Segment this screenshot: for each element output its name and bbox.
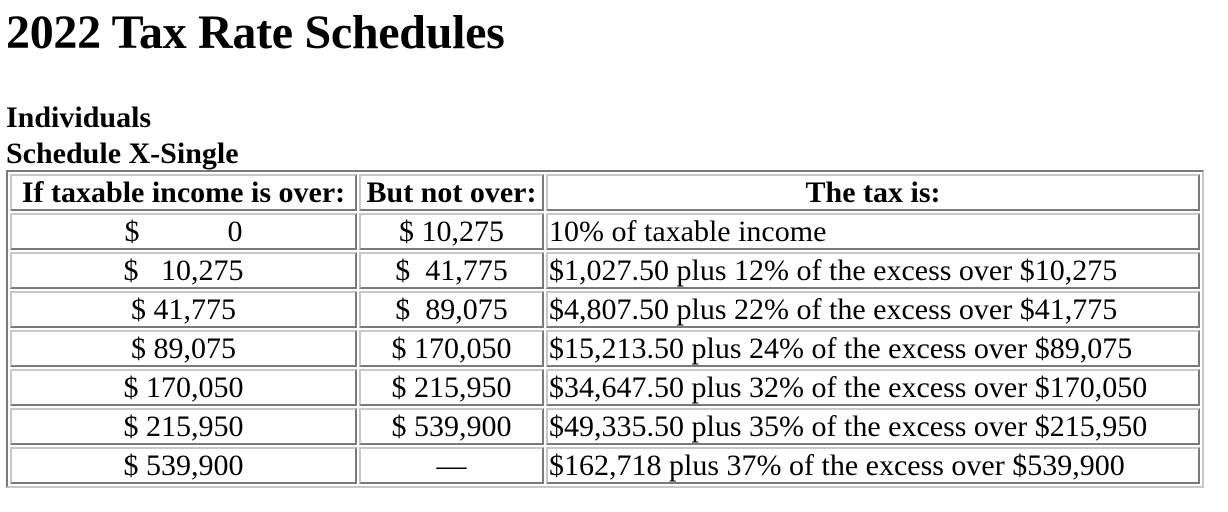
cell-over-number: 0	[227, 215, 243, 248]
cell-not-over: —	[359, 447, 544, 484]
cell-tax: $4,807.50 plus 22% of the excess over $41,775	[546, 291, 1200, 328]
table-row	[10, 291, 1200, 328]
cell-not-over: $ 215,950	[359, 369, 544, 406]
table-row	[10, 408, 1200, 445]
cell-over	[10, 213, 357, 250]
column-header-not-over: But not over:	[359, 174, 544, 211]
cell-not-over: $ 41,775	[359, 252, 544, 289]
cell-over: $ 41,775	[10, 291, 357, 328]
column-header-over: If taxable income is over:	[10, 174, 357, 211]
cell-not-over: $ 170,050	[359, 330, 544, 367]
column-header-tax: The tax is:	[546, 174, 1200, 211]
cell-over: $ 170,050	[10, 369, 357, 406]
table-row	[10, 369, 1200, 406]
cell-tax: $49,335.50 plus 35% of the excess over $215,950	[546, 408, 1200, 445]
cell-over-dollar: $	[124, 215, 140, 248]
section-heading-individuals: Individuals	[6, 101, 152, 134]
table-row	[10, 213, 1200, 250]
table-row	[10, 447, 1200, 484]
cell-over: $ 89,075	[10, 330, 357, 367]
cell-tax: $162,718 plus 37% of the excess over $539,900	[546, 447, 1200, 484]
cell-over: $ 539,900	[10, 447, 357, 484]
cell-not-over: $ 539,900	[359, 408, 544, 445]
table-row	[10, 330, 1200, 367]
cell-tax: 10% of taxable income	[546, 213, 1200, 250]
cell-tax: $15,213.50 plus 24% of the excess over $89,075	[546, 330, 1200, 367]
page-title: 2022 Tax Rate Schedules	[6, 6, 505, 59]
cell-over: $ 10,275	[10, 252, 357, 289]
cell-over: $ 215,950	[10, 408, 357, 445]
table-row	[10, 252, 1200, 289]
tax-rate-table	[6, 170, 1204, 488]
cell-not-over: $ 89,075	[359, 291, 544, 328]
cell-over-value	[125, 215, 243, 248]
table-header-row	[10, 174, 1200, 211]
cell-not-over: $ 10,275	[359, 213, 544, 250]
cell-tax: $1,027.50 plus 12% of the excess over $10,275	[546, 252, 1200, 289]
schedule-heading: Schedule X-Single	[6, 137, 239, 170]
cell-tax: $34,647.50 plus 32% of the excess over $170,050	[546, 369, 1200, 406]
